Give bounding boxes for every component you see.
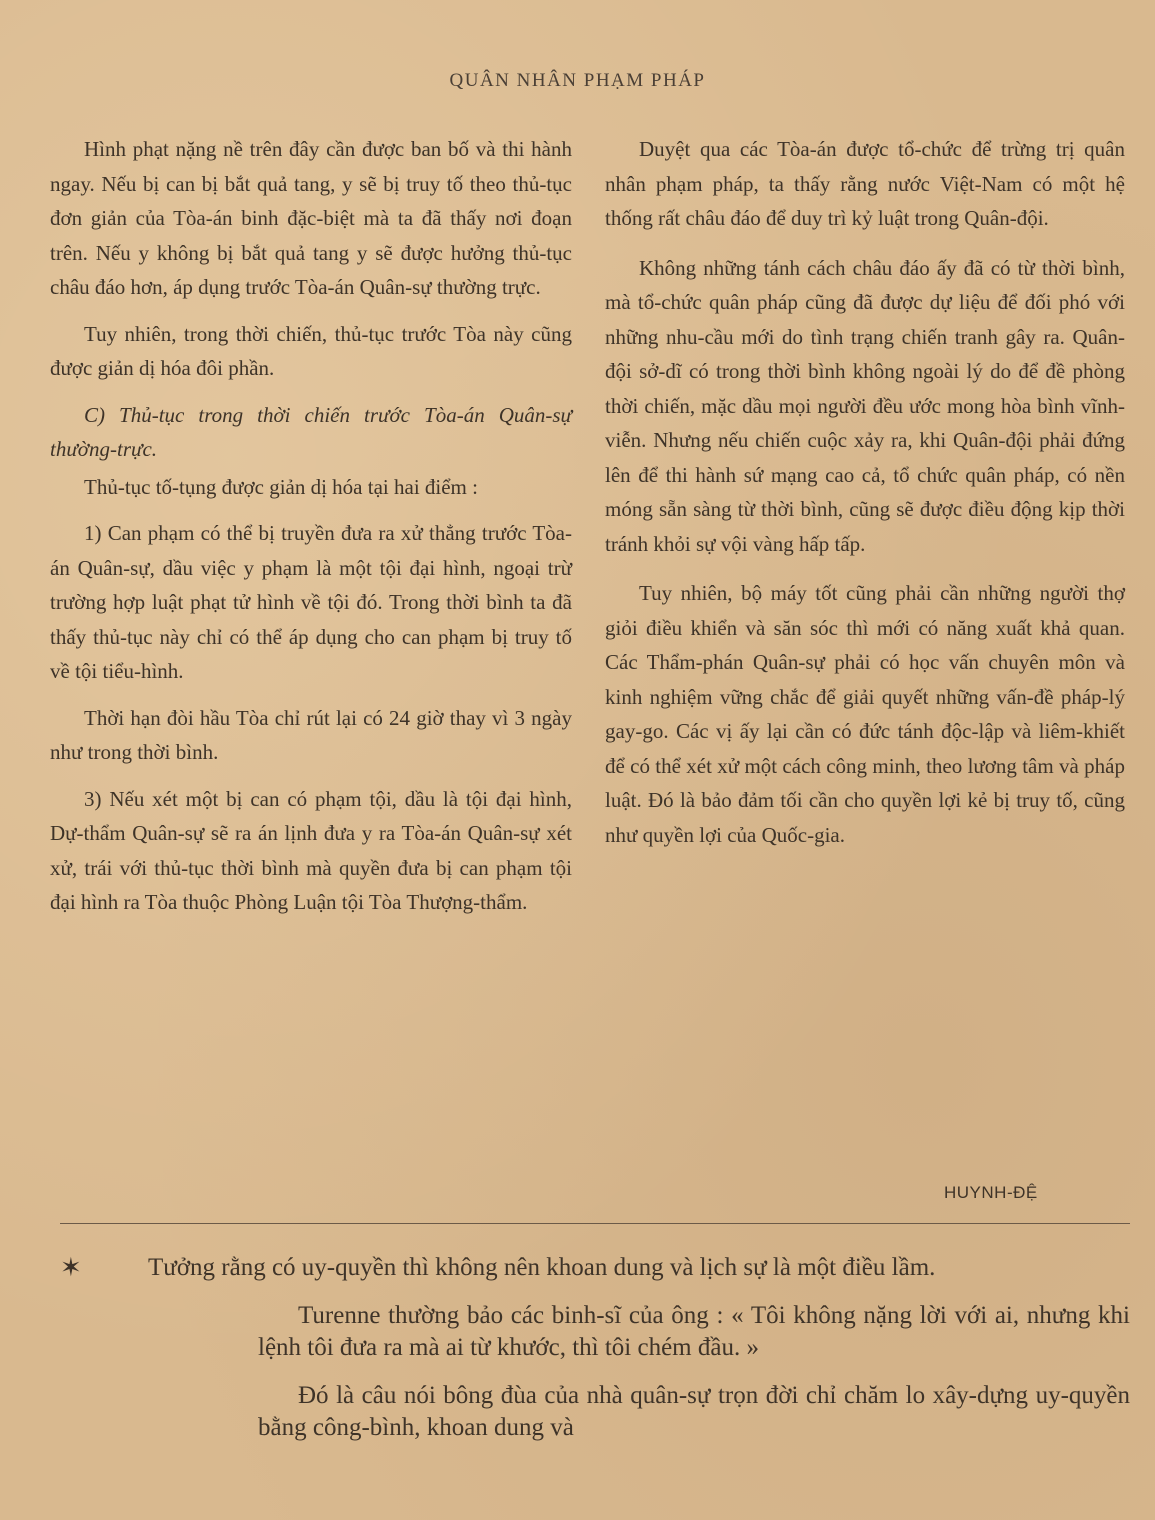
star-icon: ✶ [60,1253,82,1282]
paragraph: 1) Can phạm có thể bị truyền đưa ra xử thẳng trước Tòa-án Quân-sự, dầu việc y phạm là một tội đại hình, ngoại trừ trường hợp luật phạt tử hình về tội đó. Trong thời bình ta đã thấy thủ-tục này chỉ có thể áp dụng cho can phạm bị truy tố về tội tiểu-hình. [50,521,572,683]
paragraph: Tuy nhiên, trong thời chiến, thủ-tục trước Tòa này cũng được giản dị hóa đôi phần. [50,321,572,380]
running-header: QUÂN NHÂN PHẠM PHÁP [449,70,706,91]
right-column [605,132,1125,867]
paragraph: 3) Nếu xét một bị can có phạm tội, dầu là tội đại hình, Dự-thẩm Quân-sự sẽ ra án lịnh đưa y ra Tòa-án Quân-sự xét xử, trái với thủ-tục thời bình mà quyền đưa bị can phạm tội đại hình ra Tòa thuộc Phòng Luận tội Tòa Thượng-thẩm. [50,786,572,914]
paragraph: Không những tánh cách châu đáo ấy đã có từ thời bình, mà tổ-chức quân pháp cũng đã được dự liệu để đối phó với những nhu-cầu mới do tình trạng chiến tranh gây ra. Quân-đội sở-dĩ có trong thời bình không ngoài lý do để đề phòng thời chiến, mặc dầu mọi người đều ước mong hòa bình vĩnh-viễn. Nhưng nếu chiến cuộc xảy ra, khi Quân-đội phải đứng lên để thi hành sứ mạng cao cả, tổ chức quân pháp, có nền móng sẵn sàng từ thời bình, cũng sẽ được điều động kịp thời tránh khỏi sự vội vàng hấp tấp. [605,255,1125,556]
section-divider [60,1223,1130,1224]
quote-box [60,1252,1130,1444]
paragraph: Tuy nhiên, bộ máy tốt cũng phải cần những người thợ giỏi điều khiển và săn sóc thì mới có năng xuất khả quan. Các Thẩm-phán Quân-sự phải có học vấn chuyên môn và kinh nghiệm vững chắc để giải quyết những vấn-đề pháp-lý gay-go. Các vị ấy lại cần có đức tánh độc-lập và liêm-khiết để có thể xét xử một cách công minh, theo lương tâm và pháp luật. Đó là bảo đảm tối cần cho quyền lợi kẻ bị truy tố, cũng như quyền lợi của Quốc-gia. [605,581,1125,847]
author-signature: HUYNH-ĐỆ [944,1183,1038,1202]
quote-paragraph: Đó là câu nói bông đùa của nhà quân-sự trọn đời chỉ chăm lo xây-dựng uy-quyền bằng công-bình, khoan dung và [258,1382,1130,1441]
paragraph: Hình phạt nặng nề trên đây cần được ban bố và thi hành ngay. Nếu bị can bị bắt quả tang, y sẽ bị truy tố theo thủ-tục đơn giản của Tòa-án binh đặc-biệt mà ta đã thấy nơi đoạn trên. Nếu y không bị bắt quả tang y sẽ được hưởng thủ-tục châu đáo hơn, áp dụng trước Tòa-án Quân-sự thường trực. [50,137,572,299]
section-heading: C) Thủ-tục trong thời chiến trước Tòa-án Quân-sự thường-trực. [50,402,572,461]
paragraph: Thủ-tục tố-tụng được giản dị hóa tại hai điểm : [84,474,478,499]
quote-paragraph: Tưởng rằng có uy-quyền thì không nên khoan dung và lịch sự là một điều lầm. [148,1254,936,1281]
paragraph: Thời hạn đòi hầu Tòa chỉ rút lại có 24 giờ thay vì 3 ngày như trong thời bình. [50,705,572,764]
paragraph: Duyệt qua các Tòa-án được tổ-chức để trừng trị quân nhân phạm pháp, ta thấy rằng nước Việt-Nam có một hệ thống rất châu đáo để duy trì kỷ luật trong Quân-đội. [605,137,1125,230]
left-column [50,132,572,932]
quote-paragraph: Turenne thường bảo các binh-sĩ của ông : « Tôi không nặng lời với ai, nhưng khi lệnh tôi đưa ra mà ai từ khước, thì tôi chém đầu. » [258,1302,1130,1361]
